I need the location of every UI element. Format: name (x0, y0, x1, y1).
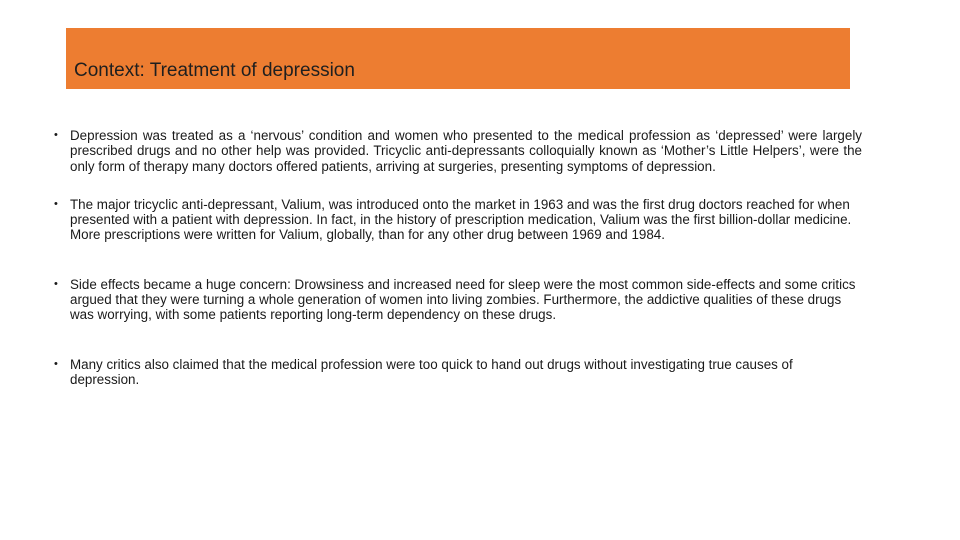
bullet-text: Side effects became a huge concern: Drowsiness and increased need for sleep were the most common side-effects and some critics argued that they were turning a whole generation of women into living zombies. Furthermore, the addictive qualities of these drugs was worrying, with some patients reporting long-term dependency on these drugs. (70, 276, 856, 323)
bullet-item (54, 128, 862, 174)
slide-title: Context: Treatment of depression (74, 60, 355, 81)
bullet-marker: • (54, 129, 58, 141)
bullet-marker: • (54, 357, 58, 370)
bullet-list (54, 128, 862, 387)
bullet-text: Depression was treated as a ‘nervous’ condition and women who presented to the medical profession as ‘depressed’ were largely prescribed drugs and no other help was provided. Tricyclic anti-depressants colloquially known as ‘Mother’s Little Helpers’, were the only form of therapy many doctors offered patients, arriving at surgeries, presenting symptoms of depression. (70, 128, 862, 174)
bullet-item (54, 197, 862, 243)
bullet-marker: • (54, 197, 58, 210)
bullet-text: Many critics also claimed that the medical profession were too quick to hand out drugs without investigating true causes of depression. (70, 356, 793, 387)
title-banner (66, 28, 850, 89)
bullet-item (54, 357, 862, 388)
bullet-marker: • (54, 277, 58, 290)
bullet-text: The major tricyclic anti-depressant, Valium, was introduced onto the market in 1963 and was the first drug doctors reached for when presented with a patient with depression. In fact, in the history of prescription medication, Valium was the first billion-dollar medicine. More prescriptions were written for Valium, globally, than for any other drug between 1969 and 1984. (70, 196, 852, 243)
bullet-item (54, 277, 862, 323)
